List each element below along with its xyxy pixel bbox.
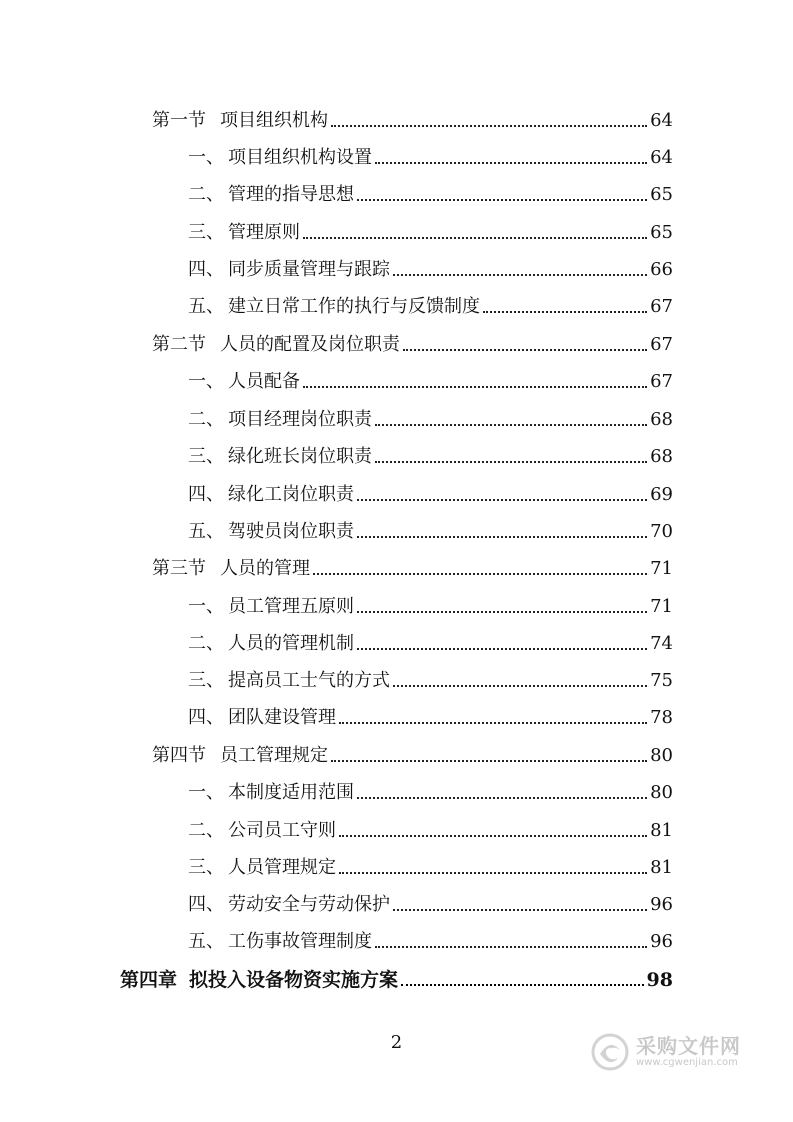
toc-item-entry[interactable]	[188, 180, 673, 206]
toc-entry-number: 第三节	[152, 558, 206, 579]
dot-leader	[331, 125, 647, 127]
toc-entry-page: 80	[650, 782, 673, 803]
toc-entry-title: 同步质量管理与跟踪	[228, 259, 390, 280]
toc-entry-page: 78	[650, 707, 673, 728]
toc-entry-number: 四、	[188, 259, 224, 280]
toc-entry-page: 70	[650, 521, 673, 542]
dot-leader	[375, 162, 647, 164]
toc-item-entry[interactable]	[188, 143, 673, 169]
toc-entry-page: 64	[650, 147, 673, 168]
watermark-title: 采购文件网	[636, 1034, 741, 1058]
dot-leader	[357, 536, 647, 538]
toc-entry-page: 96	[650, 894, 673, 915]
toc-entry-number: 五、	[188, 931, 224, 952]
toc-entry-title: 本制度适用范围	[228, 782, 354, 803]
toc-entry-label	[188, 184, 354, 206]
toc-entry-label	[188, 820, 336, 842]
toc-entry-title: 劳动安全与劳动保护	[228, 894, 390, 915]
toc-entry-label	[188, 409, 372, 431]
toc-item-entry[interactable]	[188, 927, 673, 953]
dot-leader	[393, 909, 647, 911]
toc-entry-title: 提高员工士气的方式	[228, 670, 390, 691]
toc-entry-number: 一、	[188, 371, 224, 392]
toc-entry-label	[188, 147, 372, 169]
dot-leader	[375, 946, 647, 948]
toc-entry-page: 75	[650, 670, 673, 691]
toc-entry-page: 98	[646, 969, 673, 991]
toc-entry-label	[188, 484, 354, 506]
toc-entry-title: 管理原则	[228, 222, 300, 243]
dot-leader	[357, 611, 647, 613]
toc-item-entry[interactable]	[188, 816, 673, 842]
toc-entry-number: 一、	[188, 782, 224, 803]
toc-entry-title: 员工管理规定	[220, 745, 328, 766]
toc-entry-label	[152, 334, 400, 356]
toc-chapter-entry[interactable]	[120, 965, 673, 991]
toc-entry-label	[152, 558, 310, 580]
swirl-logo-icon	[590, 1032, 630, 1072]
dot-leader	[339, 722, 647, 724]
toc-entry-title: 项目组织机构	[220, 110, 328, 131]
dot-leader	[303, 386, 647, 388]
watermark-url: www.cgwenjian.com	[636, 1057, 738, 1068]
toc-entry-page: 69	[650, 484, 673, 505]
toc-entry-label	[188, 596, 354, 618]
toc-entry-label	[188, 371, 300, 393]
toc-entry-title: 员工管理五原则	[228, 596, 354, 617]
toc-item-entry[interactable]	[188, 778, 673, 804]
toc-item-entry[interactable]	[188, 367, 673, 393]
dot-leader	[357, 499, 647, 501]
dot-leader	[393, 685, 647, 687]
toc-entry-page: 64	[650, 110, 673, 131]
dot-leader	[339, 872, 647, 874]
toc-entry-page: 68	[650, 446, 673, 467]
toc-entry-number: 三、	[188, 857, 224, 878]
toc-entry-page: 67	[650, 296, 673, 317]
toc-item-entry[interactable]	[188, 218, 673, 244]
toc-entry-page: 81	[650, 857, 673, 878]
dot-leader	[393, 274, 647, 276]
toc-entry-page: 71	[650, 596, 673, 617]
dot-leader	[357, 199, 647, 201]
toc-section-entry[interactable]	[152, 741, 673, 767]
toc-item-entry[interactable]	[188, 255, 673, 281]
toc-section-entry[interactable]	[152, 554, 673, 580]
toc-entry-title: 工伤事故管理制度	[228, 931, 372, 952]
toc-entry-label	[188, 521, 354, 543]
toc-entry-number: 第四章	[120, 969, 178, 991]
toc-entry-page: 74	[650, 633, 673, 654]
toc-entry-number: 四、	[188, 707, 224, 728]
toc-entry-number: 三、	[188, 670, 224, 691]
toc-entry-page: 71	[650, 558, 673, 579]
toc-item-entry[interactable]	[188, 292, 673, 318]
dot-leader	[303, 237, 647, 239]
toc-entry-label	[188, 707, 336, 729]
toc-entry-label	[188, 670, 390, 692]
toc-entry-label	[188, 782, 354, 804]
toc-item-entry[interactable]	[188, 629, 673, 655]
toc-item-entry[interactable]	[188, 517, 673, 543]
toc-entry-title: 人员的管理	[220, 558, 310, 579]
toc-entry-number: 第四节	[152, 745, 206, 766]
toc-item-entry[interactable]	[188, 442, 673, 468]
toc-entry-title: 团队建设管理	[228, 707, 336, 728]
toc-entry-label	[152, 110, 328, 132]
toc-entry-title: 绿化班长岗位职责	[228, 446, 372, 467]
dot-leader	[339, 835, 647, 837]
toc-item-entry[interactable]	[188, 853, 673, 879]
toc-entry-number: 二、	[188, 184, 224, 205]
dot-leader	[313, 573, 647, 575]
toc-entry-title: 人员的管理机制	[228, 633, 354, 654]
toc-entry-page: 67	[650, 334, 673, 355]
toc-item-entry[interactable]	[188, 405, 673, 431]
toc-item-entry[interactable]	[188, 480, 673, 506]
toc-entry-label	[188, 931, 372, 953]
toc-entry-label	[120, 969, 398, 991]
toc-entry-title: 项目经理岗位职责	[228, 409, 372, 430]
toc-entry-page: 65	[650, 222, 673, 243]
toc-entry-page: 66	[650, 259, 673, 280]
toc-entry-title: 建立日常工作的执行与反馈制度	[228, 296, 480, 317]
toc-entry-number: 五、	[188, 296, 224, 317]
toc-item-entry[interactable]	[188, 890, 673, 916]
toc-entry-number: 三、	[188, 446, 224, 467]
toc-entry-label	[188, 894, 390, 916]
toc-section-entry[interactable]	[152, 330, 673, 356]
toc-item-entry[interactable]	[188, 592, 673, 618]
toc-entry-label	[188, 259, 390, 281]
toc-item-entry[interactable]	[188, 703, 673, 729]
toc-entry-page: 68	[650, 409, 673, 430]
toc-entry-title: 驾驶员岗位职责	[228, 521, 354, 542]
toc-entry-number: 二、	[188, 409, 224, 430]
toc-entry-title: 公司员工守则	[228, 820, 336, 841]
toc-item-entry[interactable]	[188, 666, 673, 692]
toc-entry-number: 一、	[188, 596, 224, 617]
toc-entry-page: 96	[650, 931, 673, 952]
toc-entry-page: 65	[650, 184, 673, 205]
toc-entry-page: 80	[650, 745, 673, 766]
toc-entry-number: 第二节	[152, 334, 206, 355]
dot-leader	[375, 424, 647, 426]
toc-entry-page: 67	[650, 371, 673, 392]
toc-entry-title: 人员管理规定	[228, 857, 336, 878]
toc-entry-number: 四、	[188, 894, 224, 915]
toc-entry-number: 第一节	[152, 110, 206, 131]
toc-entry-label	[188, 446, 372, 468]
toc-entry-label	[152, 745, 328, 767]
toc-entry-label	[188, 296, 480, 318]
toc-entry-number: 三、	[188, 222, 224, 243]
toc-entry-number: 四、	[188, 484, 224, 505]
toc-section-entry[interactable]	[152, 106, 673, 132]
toc-entry-title: 管理的指导思想	[228, 184, 354, 205]
toc-entry-number: 二、	[188, 820, 224, 841]
dot-leader	[403, 349, 647, 351]
dot-leader	[375, 461, 647, 463]
toc-entry-title: 人员配备	[228, 371, 300, 392]
page-number: 2	[390, 1032, 403, 1053]
toc-entry-title: 项目组织机构设置	[228, 147, 372, 168]
dot-leader	[483, 311, 647, 313]
dot-leader	[331, 760, 647, 762]
toc-entry-number: 一、	[188, 147, 224, 168]
toc-entry-number: 二、	[188, 633, 224, 654]
toc-entry-label	[188, 222, 300, 244]
toc-entry-title: 绿化工岗位职责	[228, 484, 354, 505]
watermark	[590, 1030, 760, 1074]
dot-leader	[357, 648, 647, 650]
toc-entry-label	[188, 633, 354, 655]
toc-entry-label	[188, 857, 336, 879]
dot-leader	[357, 797, 647, 799]
dot-leader	[401, 984, 644, 986]
toc-entry-page: 81	[650, 820, 673, 841]
toc-entry-title: 人员的配置及岗位职责	[220, 334, 400, 355]
toc-entry-title: 拟投入设备物资实施方案	[189, 969, 399, 991]
toc-entry-number: 五、	[188, 521, 224, 542]
